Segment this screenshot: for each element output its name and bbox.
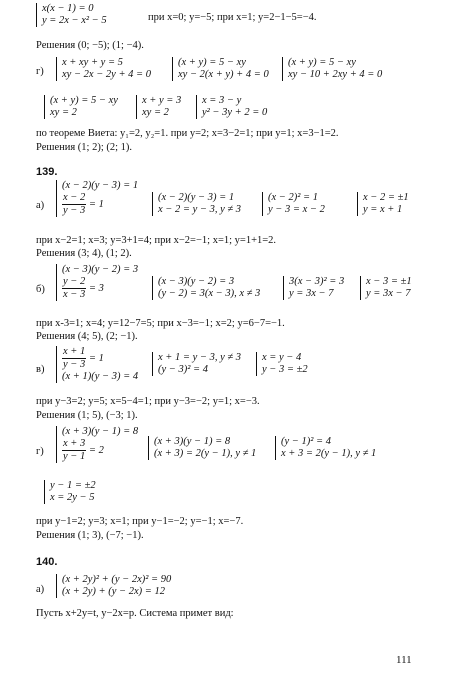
system-139v-2: x + 1 = y − 3, y ≠ 3 (y − 3)² = 4: [152, 352, 241, 376]
system-139b-1: (x − 3)(y − 2) = 3 $\frac{y - 2}{x - 3}$ = 3: [56, 264, 138, 301]
system-g2: (x + y) = 5 − xy xy − 2(x + y) + 4 = 0: [172, 57, 269, 81]
system-139b-4: x − 3 = ±1 y = 3x − 7: [360, 276, 412, 300]
answer: Решения (0; −5); (1; −4).: [36, 40, 144, 51]
system-139b-2: (x − 3)(y − 2) = 3 (y − 2) = 3(x − 3), x ≠ 3: [152, 276, 260, 300]
answer: Решения (1; 5), (−3; 1).: [36, 410, 138, 421]
answer: Решения (1; 3), (−7; −1).: [36, 530, 144, 541]
item-label: б): [36, 284, 45, 295]
system-139a-1: (x − 2)(y − 3) = 1 $\frac{x - 2}{y - 3}$ = 1: [56, 180, 138, 217]
item-label: г): [36, 66, 44, 77]
system-139g-2: (x + 3)(y − 1) = 8 (x + 3) = 2(y − 1), y ≠ 1: [148, 436, 256, 460]
solution-note: при y−3=2; y=5; x=5−4=1; при y−3=−2; y=1; x=−3.: [36, 396, 260, 407]
system-139g-3: (y − 1)² = 4 x + 3 = 2(y − 1), y ≠ 1: [275, 436, 376, 460]
solution-note: при x-3=1; x=4; y=12−7=5; при x−3=−1; x=2; y=6−7=−1.: [36, 318, 285, 329]
system-g3: (x + y) = 5 − xy xy − 10 + 2xy + 4 = 0: [282, 57, 382, 81]
problem-number: 140.: [36, 556, 58, 568]
system-g6: x = 3 − y y² − 3y + 2 = 0: [196, 95, 267, 119]
system-139g-4: y − 1 = ±2 x = 2y − 5: [44, 480, 96, 504]
system-139a-4: x − 2 = ±1 y = x + 1: [357, 192, 409, 216]
system-g1: x + xy + y = 5 xy − 2x − 2y + 4 = 0: [56, 57, 151, 81]
system-139v-3: x = y − 4 y − 3 = ±2: [256, 352, 308, 376]
system-140a-1: (x + 2y)² + (y − 2x)² = 90 (x + 2y) + (y − 2x) = 12: [56, 574, 171, 598]
system-139a-3: (x − 2)² = 1 y − 3 = x − 2: [262, 192, 325, 216]
solution-note: при x−2=1; x=3; y=3+1=4; при x−2=−1; x=1; y=1+1=2.: [36, 235, 277, 246]
system-1: x(x − 1) = 0 y = 2x − x² − 5: [36, 3, 107, 27]
answer: Решения (3; 4), (1; 2).: [36, 248, 132, 259]
item-label: а): [36, 200, 45, 211]
vieta-note: по теореме Виета: y₁=2, y₂=1. при y=2; x=3−2=1; при y=1; x=3−1=2.: [36, 128, 339, 139]
item-label: а): [36, 584, 45, 595]
substitution-note: Пусть x+2y=t, y−2x=p. Система примет вид:: [36, 608, 234, 619]
item-label: в): [36, 364, 45, 375]
system-139g-1: (x + 3)(y − 1) = 8 $\frac{x + 3}{y - 1}$ = 2: [56, 426, 138, 463]
solution-note: при y−1=2; y=3; x=1; при y−1=−2; y=−1; x=−7.: [36, 516, 244, 527]
page-number: 111: [396, 654, 412, 666]
system-g4: (x + y) = 5 − xy xy = 2: [44, 95, 118, 119]
answer: Решения (4; 5), (2; −1).: [36, 331, 138, 342]
solution-note: при x=0; y=−5; при x=1; y=2−1−5=−4.: [148, 12, 317, 23]
system-g5: x + y = 3 xy = 2: [136, 95, 181, 119]
answer: Решения (1; 2); (2; 1).: [36, 142, 133, 153]
item-label: г): [36, 446, 44, 457]
system-139a-2: (x − 2)(y − 3) = 1 x − 2 = y − 3, y ≠ 3: [152, 192, 241, 216]
system-139b-3: 3(x − 3)² = 3 y = 3x − 7: [283, 276, 344, 300]
system-139v-1: $\frac{x + 1}{y - 3}$ = 1 (x + 1)(y − 3) = 4: [56, 346, 138, 383]
problem-number: 139.: [36, 166, 58, 178]
